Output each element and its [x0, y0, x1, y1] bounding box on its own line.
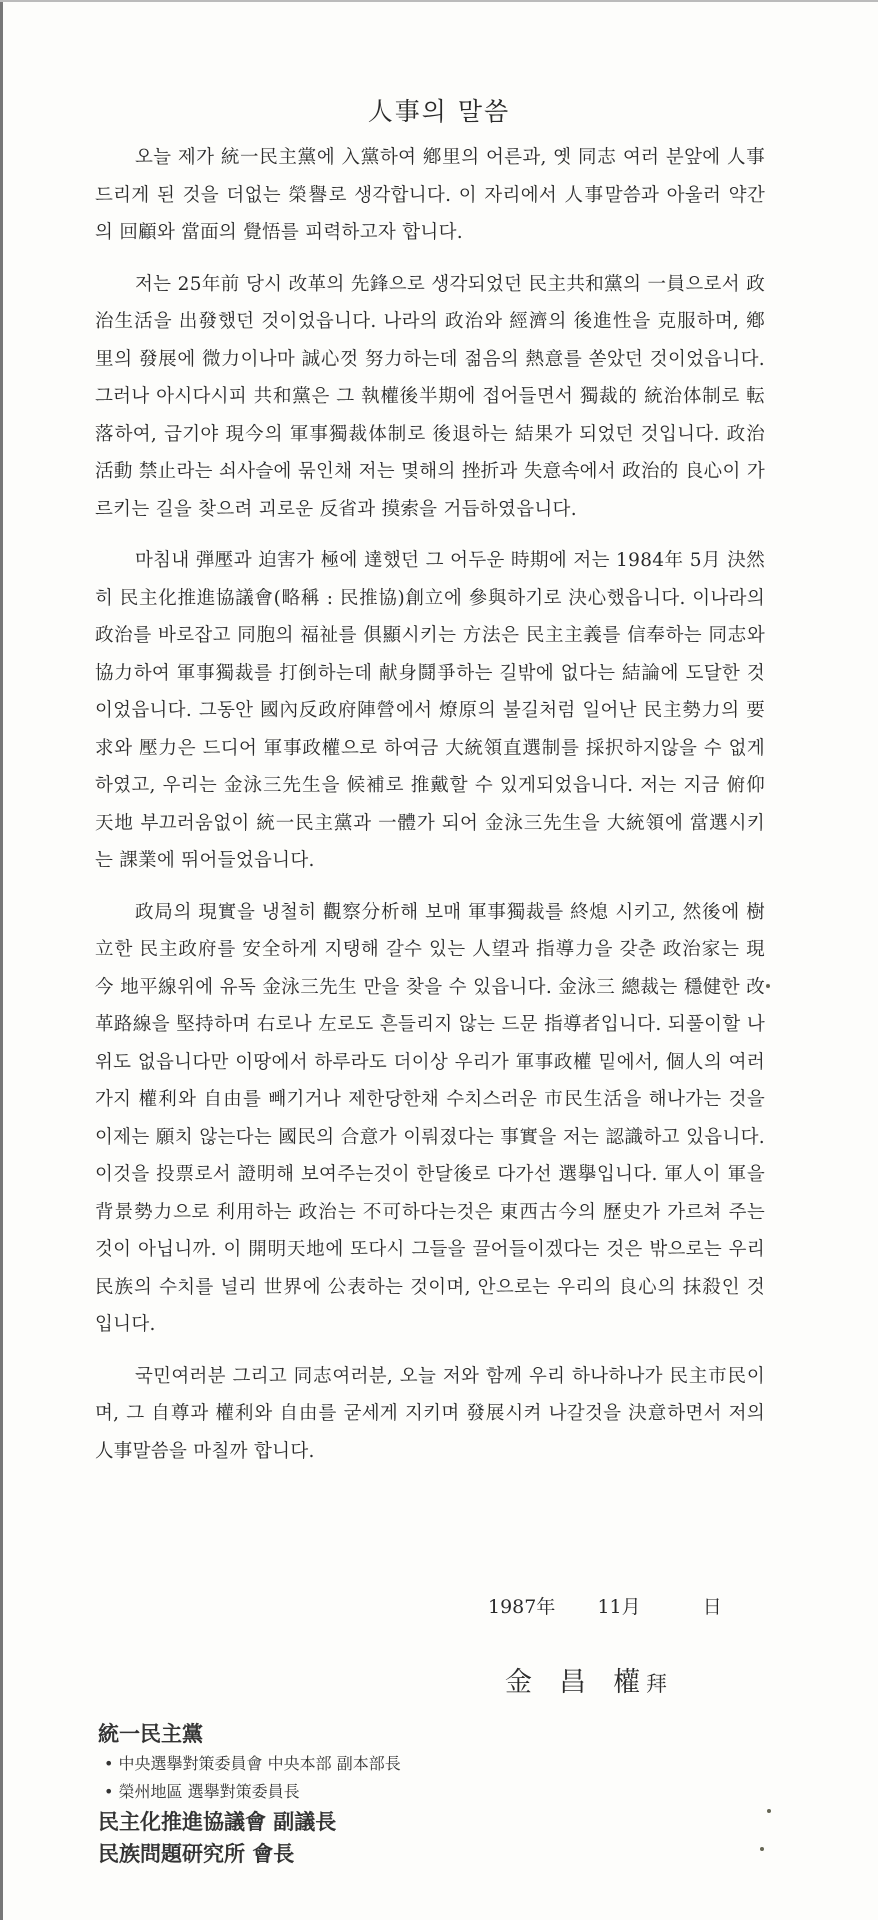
affiliation-org: 統一民主黨: [98, 1722, 203, 1746]
document-title: 人事의 말씀: [367, 97, 511, 126]
body-text: [95, 139, 765, 1484]
affiliation-role: • 榮州地區 選擧對策委員長: [98, 1778, 401, 1806]
affiliation-org: 民族問題研究所 會長: [98, 1842, 295, 1866]
date-month: 11月: [597, 1596, 641, 1618]
signature: [505, 1660, 667, 1699]
date-day: 日: [702, 1596, 722, 1618]
affiliation-role: • 中央選擧對策委員會 中央本部 副本部長: [98, 1750, 401, 1778]
paper-speck: [766, 984, 770, 988]
date-year: 1987年: [488, 1596, 556, 1618]
paragraph-2: 저는 25年前 당시 改革의 先鋒으로 생각되었던 民主共和黨의 一員으로서 政治生活을 出發했던 것이었읍니다. 나라의 政治와 經濟의 後進性을 克服하며, 鄕里의 發展에 微力이나마 誠心껏 努力하는데 젊음의 熱意를 쏟았던 것이었읍니다. 그러나 아시다시피 共和黨은 그 執權後半期에 접어들면서 獨裁的 統治体制로 転落하여, 급기야 現今의 軍事獨裁体制로 後退하는 結果가 되었던 것입니다. 政治活動 禁止라는 쇠사슬에 묶인채 저는 몇해의 挫折과 失意속에서 政治的 良心이 가르키는 길을 찾으려 괴로운 反省과 摸索을 거듭하였읍니다.: [95, 273, 765, 520]
paper-edge-left: [0, 0, 3, 1920]
affiliations: [98, 1718, 401, 1870]
paragraph-3: 마침내 弾壓과 迫害가 極에 達했던 그 어두운 時期에 저는 1984年 5月 決然히 民主化推進協議會(略稱 : 民推協)創立에 參與하기로 決心했읍니다. 이나라의 政治를 바로잡고 同胞의 福祉를 俱顯시키는 方法은 民主主義를 信奉하는 同志와 協力하여 軍事獨裁를 打倒하는데 献身鬪爭하는 길밖에 없다는 結論에 도달한 것이었읍니다. 그동안 國內反政府陣營에서 燎原의 불길처럼 일어난 民主勢力의 要求와 壓力은 드디어 軍事政權으로 하여금 大統領直選制를 採択하지않을 수 없게 하였고, 우리는 金泳三先生을 候補로 推戴할 수 있게되었읍니다. 저는 지금 俯仰天地 부끄러움없이 統一民主黨과 一體가 되어 金泳三先生을 大統領에 當選시키는 課業에 뛰어들었읍니다.: [95, 550, 765, 871]
affiliation-org: 民主化推進協議會 副議長: [98, 1810, 337, 1834]
paragraph-4: 政局의 現實을 냉철히 觀察分析해 보매 軍事獨裁를 終熄 시키고, 然後에 樹立한 民主政府를 安全하게 지탱해 갈수 있는 人望과 指導力을 갖춘 政治家는 現今 地平線위에 유독 金泳三先生 만을 찾을 수 있읍니다. 金泳三 總裁는 穩健한 改革路線을 堅持하며 右로나 左로도 흔들리지 않는 드문 指導者입니다. 되풀이할 나위도 없읍니다만 이땅에서 하루라도 더이상 우리가 軍事政權 밑에서, 個人의 여러가지 權利와 自由를 빼기거나 제한당한채 수치스러운 市民生活을 해나가는 것을 이제는 願치 않는다는 國民의 合意가 이뤄졌다는 事實을 저는 認識하고 있읍니다. 이것을 投票로서 證明해 보여주는것이 한달後로 다가선 選擧입니다. 軍人이 軍을 背景勢力으로 利用하는 政治는 不可하다는것은 東西古今의 歷史가 가르쳐 주는것이 아닙니까. 이 開明天地에 또다시 그들을 끌어들이겠다는 것은 밖으로는 우리 民族의 수치를 널리 世界에 公表하는 것이며, 안으로는 우리의 良心의 抹殺인 것입니다.: [95, 901, 765, 1335]
paper-edge-top: [0, 0, 878, 2]
date-line: [488, 1592, 722, 1619]
signature-name: 金 昌 權: [505, 1667, 640, 1698]
paragraph-1: 오늘 제가 統一民主黨에 入黨하여 鄕里의 어른과, 옛 同志 여러 분앞에 人事드리게 된 것을 더없는 榮譽로 생각합니다. 이 자리에서 人事말씀과 아울러 약간의 回顧와 當面의 覺悟를 피력하고자 합니다.: [95, 147, 765, 243]
paper-speck: [760, 1847, 764, 1851]
signature-bow: 拜: [646, 1672, 667, 1696]
paragraph-5: 국민여러분 그리고 同志여러분, 오늘 저와 함께 우리 하나하나가 民主市民이며, 그 自尊과 權利와 自由를 굳세게 지키며 發展시켜 나갈것을 決意하면서 저의 人事말씀을 마칠까 합니다.: [95, 1365, 765, 1462]
paper-speck: [767, 1809, 771, 1813]
